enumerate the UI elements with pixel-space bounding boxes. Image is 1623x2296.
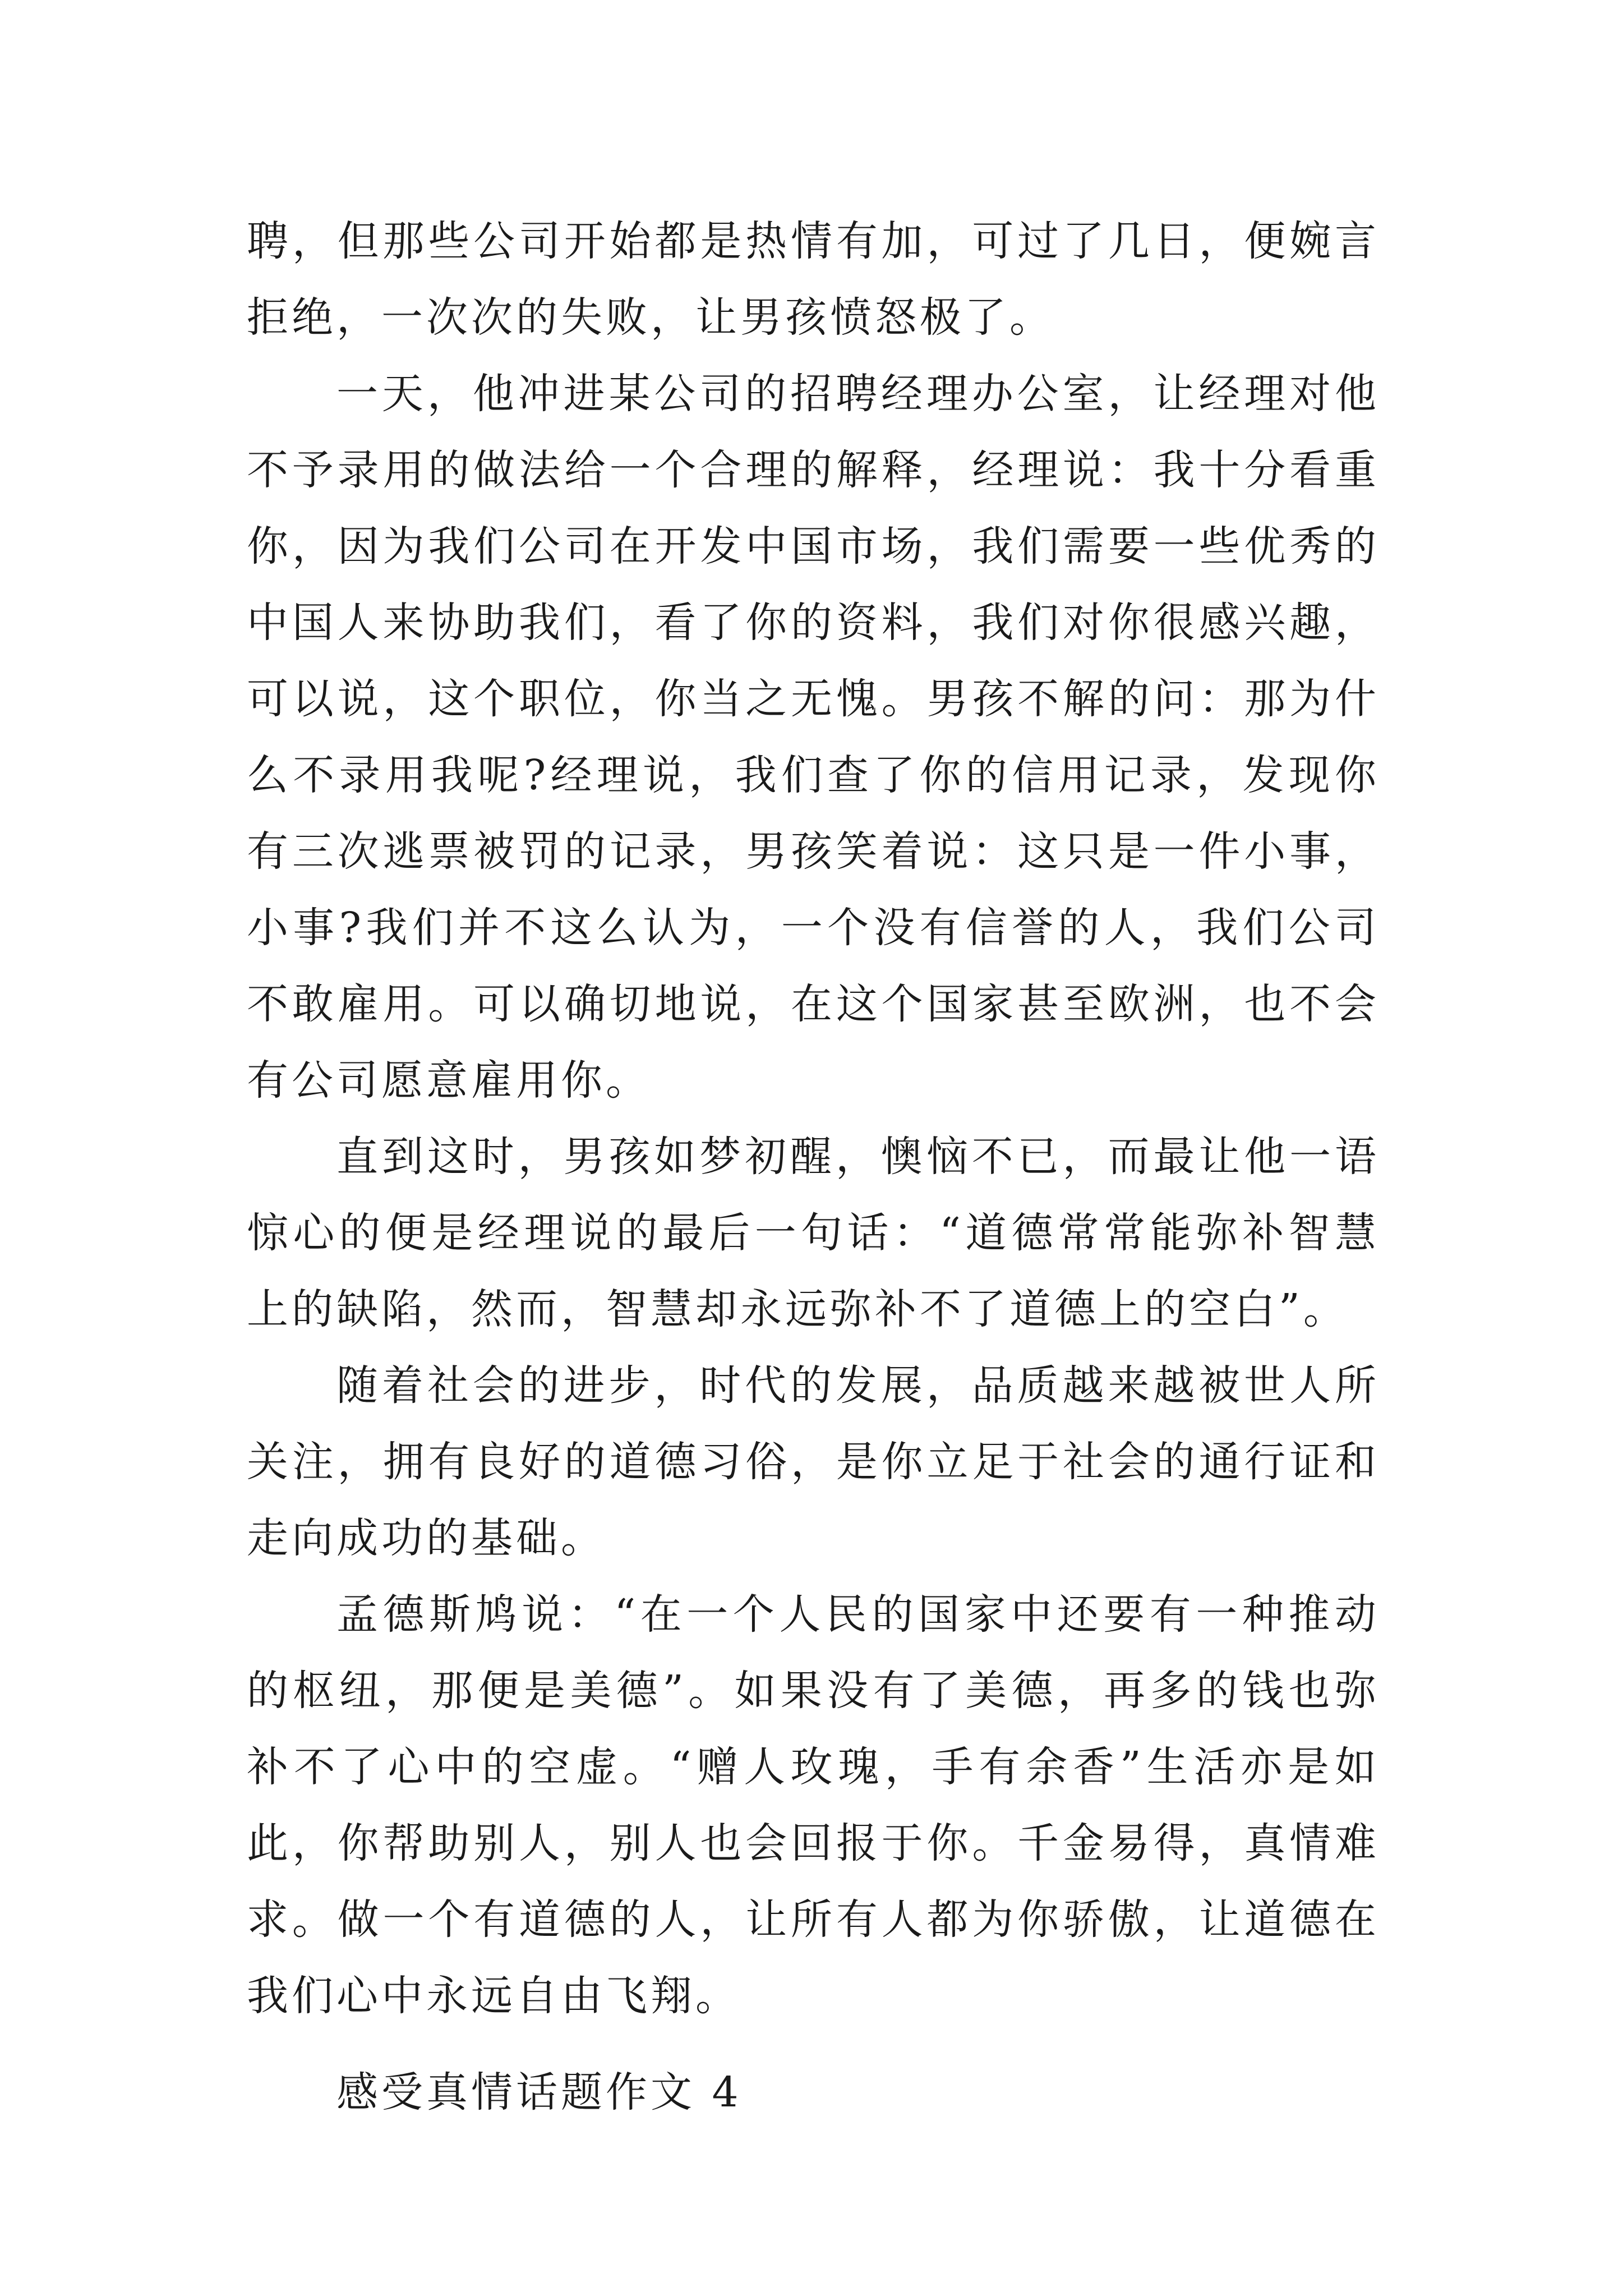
document-body (247, 203, 1380, 2131)
paragraph-2: 一天，他冲进某公司的招聘经理办公室，让经理对他不予录用的做法给一个合理的解释，经理说：我十分看重你，因为我们公司在开发中国市场，我们需要一些优秀的中国人来协助我们，看了你的资料，我们对你很感兴趣，可以说，这个职位，你当之无愧。男孩不解的问：那为什么不录用我呢?经理说，我们查了你的信用记录，发现你有三次逃票被罚的记录，男孩笑着说：这只是一件小事，小事?我们并不这么认为，一个没有信誉的人，我们公司不敢雇用。可以确切地说，在这个国家甚至欧洲，也不会有公司愿意雇用你。 (247, 370, 1380, 1105)
paragraph-5: 孟德斯鸠说：“在一个人民的国家中还要有一种推动的枢纽，那便是美德”。如果没有了美德，再多的钱也弥补不了心中的空虚。“赠人玫瑰，手有余香”生活亦是如此，你帮助别人，别人也会回报于你。千金易得，真情难求。做一个有道德的人，让所有人都为你骄傲，让道德在我们心中永远自由飞翔。 (247, 1590, 1380, 2020)
paragraph-3: 直到这时，男孩如梦初醒，懊恼不已，而最让他一语惊心的便是经理说的最后一句话：“道德常常能弥补智慧上的缺陷，然而，智慧却永远弥补不了道德上的空白”。 (247, 1133, 1380, 1333)
section-heading: 感受真情话题作文 4 (336, 2068, 742, 2116)
paragraph-1: 聘，但那些公司开始都是热情有加，可过了几日，便婉言拒绝，一次次的失败，让男孩愤怒极了。 (247, 217, 1380, 342)
paragraph-4: 随着社会的进步，时代的发展，品质越来越被世人所关注，拥有良好的道德习俗，是你立足于社会的通行证和走向成功的基础。 (247, 1361, 1380, 1562)
